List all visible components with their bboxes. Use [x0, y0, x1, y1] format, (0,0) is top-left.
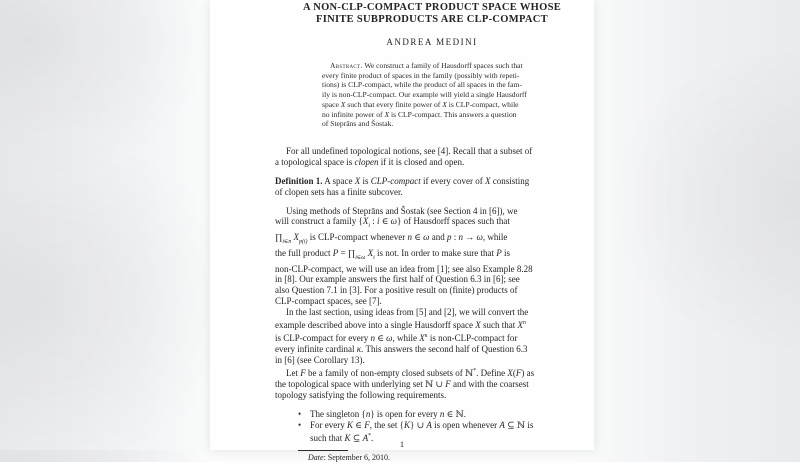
text-line: In the last section, using ideas from [5] and [2], we will convert the [286, 307, 529, 318]
text-line: FINITE SUBPRODUCTS ARE CLP-COMPACT [316, 14, 548, 25]
text-line: Let F be a family of non-empty closed subsets of ℕ*. Define X(F) as [286, 367, 535, 378]
bullet-marker: • [298, 409, 302, 420]
text-line: every infinite cardinal κ. This answers the second half of Question 6.3 [275, 343, 528, 354]
text-line: every finite product of spaces in the family (possibly with repeti- [322, 70, 520, 80]
text-line: A NON-CLP-COMPACT PRODUCT SPACE WHOSE [302, 2, 562, 13]
text-line: Abstract. We construct a family of Hausdorff spaces such that [330, 61, 523, 70]
abstract [322, 61, 542, 129]
page-number: 1 [399, 439, 405, 449]
text-line: will construct a family {$X_i$ : i ∈ ω} of Hausdorff spaces such that [275, 216, 510, 230]
text-line: a topological space is clopen if it is closed and open. [275, 156, 465, 167]
text-line: example described above into a single Hausdorff space X such that $X^n$ [275, 320, 526, 331]
text-line: For all undefined topological notions, see [4]. Recall that a subset of [286, 145, 533, 156]
text-line: space X such that every finite power of X is CLP-compact, while [322, 99, 519, 109]
bullet-marker: • [298, 420, 302, 431]
text-line: For every K ∈ F, the set {K} ∪ A is open whenever A ⊆ ℕ is [310, 420, 534, 431]
bullet-item-singleton [275, 409, 589, 420]
footnote [275, 450, 589, 462]
text-line: also Question 7.1 in [3]. For a positive result on (finite) products of [275, 285, 518, 296]
text-line: of clopen sets has a finite subcover. [275, 186, 403, 197]
text-line: CLP-compact spaces, see [7]. [275, 296, 382, 307]
paragraph-construction [275, 206, 589, 308]
definition-1 [275, 176, 589, 198]
paragraph-intro [275, 146, 589, 168]
bullet-text [310, 409, 589, 420]
text-line: of Steprāns and Šostak. [322, 119, 394, 129]
text-line: The singleton {n} is open for every n ∈ ℕ. [310, 409, 467, 420]
text-line: topology satisfying the following requirements. [275, 389, 447, 400]
text-line: such that K ⊆ A*. [310, 433, 374, 444]
footnote-rule [298, 450, 348, 451]
text-line: $\prod_{i\in n}$ $X_{p(i)}$ is CLP-compact whenever n ∈ ω and p : n → ω, while [275, 232, 508, 245]
paragraph-family-definition [275, 366, 589, 401]
paper-title [275, 2, 589, 26]
text-line: the full product $P = \prod_{i\in\omega}$ $X_i$ is not. In order to make sure that P is [275, 247, 510, 261]
paper-author: ANDREA MEDINI [386, 37, 478, 47]
date-line: Date: September 6, 2010. [308, 453, 390, 462]
text-line: Definition 1. A space X is CLP-compact if every cover of X consisting [275, 175, 530, 186]
text-column [275, 0, 589, 462]
text-line: ily is non-CLP-compact. Our example will yield a single Hausdorff [322, 90, 527, 100]
text-line: in [6] (see Corollary 13). [275, 354, 365, 365]
text-line: in [8]. Our example answers the first half of Question 6.3 in [6]; see [275, 274, 520, 285]
text-line: Using methods of Steprāns and Šostak (see Section 4 in [6]), we [286, 205, 518, 216]
paper-page [210, 0, 594, 462]
paragraph-last-section [275, 307, 589, 366]
text-line: the topological space with underlying set ℕ ∪ F and with the coarsest [275, 378, 529, 389]
text-line: no infinite power of X is CLP-compact. This answers a question [322, 109, 517, 119]
text-line: tions) is CLP-compact, while the product of all spaces in the fam- [322, 80, 522, 90]
text-line: is CLP-compact for every n ∈ ω, while $X^\kappa$ is non-CLP-compact for [275, 333, 518, 343]
text-line: non-CLP-compact, we will use an idea from [1]; see also Example 8.28 [275, 263, 533, 274]
